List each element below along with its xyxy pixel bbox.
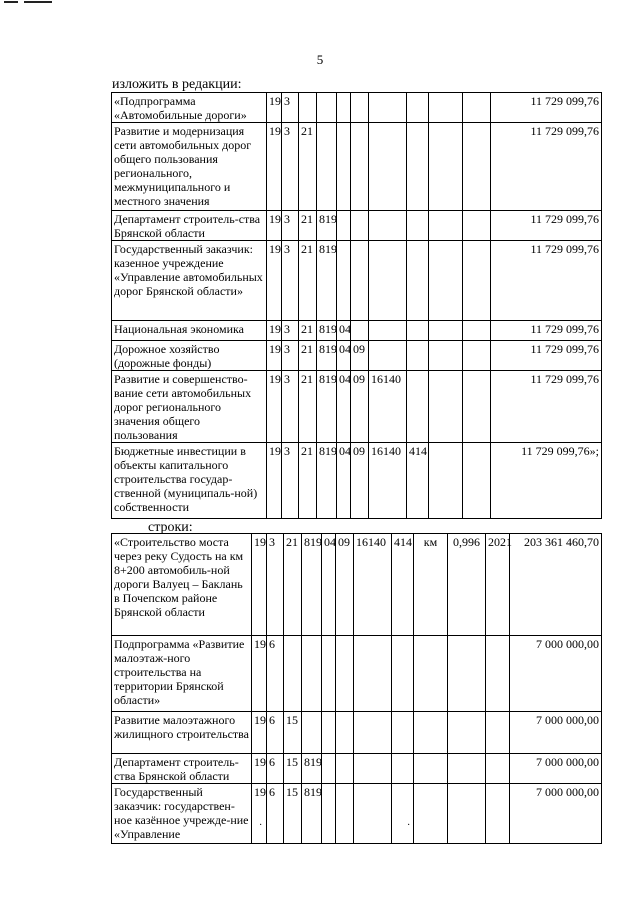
amount-cell: 7 000 000,00 [510,636,602,712]
code-cell-c8 [407,123,429,211]
code-cell-c9 [429,123,463,211]
code-cell-c3: 21 [284,534,302,636]
code-cell-c4 [317,123,337,211]
code-cell-c5: 04 [337,443,351,519]
table-row [112,93,602,123]
code-cell-c10 [463,241,491,321]
amount-cell: 11 729 099,76»; [491,443,602,519]
code-cell-c10 [463,321,491,341]
code-cell-c3: 21 [299,341,317,371]
code-cell-c3: 21 [299,321,317,341]
code-cell-c9 [429,211,463,241]
amount-cell: 11 729 099,76 [491,211,602,241]
code-cell-c8 [407,321,429,341]
code-cell-c2: 3 [282,321,299,341]
amount-cell: 11 729 099,76 [491,321,602,341]
code-cell-c5 [337,123,351,211]
code-cell-c4: 819 [302,534,322,636]
table-row [112,754,602,784]
code-cell-c5 [337,211,351,241]
caption-second: строки: [148,520,193,535]
page-number: 5 [316,52,324,67]
table-row [112,636,602,712]
table-row [112,371,602,443]
code-cell-c7 [369,93,407,123]
code-cell-c2: 6 [267,784,284,844]
code-cell-c4: 819 [302,754,322,784]
code-cell-c10 [463,341,491,371]
row-name: Развитие и совершенство-вание сети автомобильных дорог регионального значения общего пользования [112,371,267,443]
code-cell-c10 [463,123,491,211]
code-cell-c11: 2021 [486,534,510,636]
row-name: Дорожное хозяйство (дорожные фонды) [112,341,267,371]
code-cell-c6 [351,241,369,321]
code-cell-c4 [317,93,337,123]
table-row [112,784,602,844]
code-cell-c1: 19 [267,321,282,341]
code-cell-c10 [463,93,491,123]
code-cell-c7 [354,754,392,784]
row-name: Бюджетные инвестиции в объекты капитального строительства государ-ственной (муниципаль-ной) собственности [112,443,267,519]
code-cell-c4: 819 [317,341,337,371]
code-cell-c1: 19 [267,241,282,321]
row-name: Национальная экономика [112,321,267,341]
code-cell-c3: 21 [299,371,317,443]
code-cell-c5 [337,93,351,123]
code-cell-c9 [429,93,463,123]
code-cell-c6 [351,123,369,211]
code-cell-c2: 3 [282,371,299,443]
code-cell-c2: 3 [267,534,284,636]
code-cell-c5 [337,241,351,321]
code-cell-c4: 819 [302,784,322,844]
code-cell-c2: 6 [267,636,284,712]
code-cell-c11 [486,712,510,754]
code-cell-c4: 819 [317,321,337,341]
code-cell-c4: 819 [317,211,337,241]
table-first [111,92,602,519]
table-row [112,534,602,636]
code-cell-c10 [448,754,486,784]
code-cell-c7: 16140 [369,371,407,443]
code-cell-c2: 3 [282,241,299,321]
code-cell-c6: 09 [336,534,354,636]
code-cell-c8 [407,341,429,371]
code-cell-c8: 414 [392,534,414,636]
amount-cell: 11 729 099,76 [491,93,602,123]
amount-cell: 11 729 099,76 [491,341,602,371]
code-cell-c7: 16140 [369,443,407,519]
amount-cell: 11 729 099,76 [491,123,602,211]
code-cell-c8 [407,241,429,321]
row-name: Развитие и модернизация сети автомобильных дорог общего пользования регионального, межмуниципального и местного значения [112,123,267,211]
code-cell-c7 [369,241,407,321]
code-cell-c6 [336,754,354,784]
code-cell-c6: 09 [351,341,369,371]
code-cell-c1: 19 [252,784,267,844]
code-cell-c1: 19 [267,341,282,371]
code-cell-c1: 19 [267,123,282,211]
code-cell-c1: 19 [252,754,267,784]
code-cell-c6 [336,784,354,844]
code-cell-c7: 16140 [354,534,392,636]
code-cell-c1: 19 [252,712,267,754]
code-cell-c11 [486,636,510,712]
code-cell-c3: 21 [299,241,317,321]
code-cell-c6: 09 [351,443,369,519]
code-cell-c5 [322,636,336,712]
code-cell-c5: 04 [337,321,351,341]
code-cell-c9 [429,371,463,443]
row-name: «Строительство моста через реку Судость на км 8+200 автомобиль-ной дороги Валуец – Баклань в Почепском районе Брянской области [112,534,252,636]
amount-cell: 7 000 000,00 [510,712,602,754]
code-cell-c1: 19 [267,93,282,123]
code-cell-c8 [392,784,414,844]
amount-cell: 203 361 460,70 [510,534,602,636]
amount-cell: 7 000 000,00 [510,784,602,844]
scan-speck: · [259,820,263,831]
code-cell-c3: 15 [284,712,302,754]
code-cell-c7 [369,341,407,371]
code-cell-c6 [351,211,369,241]
row-name: «Подпрограмма «Автомобильные дороги» [112,93,267,123]
code-cell-c3 [299,93,317,123]
table-row [112,712,602,754]
code-cell-c9 [414,784,448,844]
code-cell-c5 [322,784,336,844]
code-cell-c1: 19 [252,534,267,636]
code-cell-c7 [354,636,392,712]
code-cell-c8 [392,754,414,784]
amount-cell: 7 000 000,00 [510,754,602,784]
code-cell-c8: 414 [407,443,429,519]
code-cell-c2: 6 [267,712,284,754]
code-cell-c10 [463,211,491,241]
code-cell-c4: 819 [317,371,337,443]
code-cell-c10 [448,636,486,712]
code-cell-c1: 19 [267,211,282,241]
code-cell-c4: 819 [317,241,337,321]
code-cell-c3: 21 [299,443,317,519]
code-cell-c9 [429,443,463,519]
row-name: Государственный заказчик: государствен-ное казённое учрежде-ние «Управление [112,784,252,844]
code-cell-c4 [302,636,322,712]
code-cell-c3 [284,636,302,712]
code-cell-c10 [463,443,491,519]
code-cell-c5 [322,754,336,784]
code-cell-c11 [486,754,510,784]
code-cell-c6 [351,321,369,341]
code-cell-c10 [448,712,486,754]
code-cell-c4 [302,712,322,754]
code-cell-c1: 19 [267,443,282,519]
code-cell-c5 [322,712,336,754]
code-cell-c2: 3 [282,211,299,241]
code-cell-c8 [407,371,429,443]
row-name: Подпрограмма «Развитие малоэтаж-ного строительства на территории Брянской области» [112,636,252,712]
code-cell-c7 [369,123,407,211]
code-cell-c7 [354,712,392,754]
code-cell-c10 [463,371,491,443]
scan-mark [4,1,18,3]
code-cell-c8 [392,636,414,712]
code-cell-c2: 3 [282,123,299,211]
code-cell-c5: 04 [337,371,351,443]
code-cell-c9 [429,341,463,371]
scan-mark [24,1,52,3]
table-row [112,241,602,321]
code-cell-c5: 04 [322,534,336,636]
code-cell-c9 [429,241,463,321]
code-cell-c9 [414,754,448,784]
row-name: Развитие малоэтажного жилищного строительства [112,712,252,754]
table-second [111,533,602,844]
code-cell-c2: 3 [282,341,299,371]
code-cell-c3: 15 [284,784,302,844]
code-cell-c9 [414,636,448,712]
code-cell-c10 [448,784,486,844]
code-cell-c3: 21 [299,211,317,241]
code-cell-c6 [336,712,354,754]
code-cell-c7 [369,321,407,341]
row-name: Департамент строитель-ства Брянской области [112,211,267,241]
table-row [112,123,602,211]
amount-cell: 11 729 099,76 [491,241,602,321]
caption-first: изложить в редакции: [112,77,242,92]
row-name: Государственный заказчик: казенное учреждение «Управление автомобильных дорог Брянской области» [112,241,267,321]
code-cell-c6: 09 [351,371,369,443]
code-cell-c9 [414,712,448,754]
code-cell-c9 [429,321,463,341]
code-cell-c2: 3 [282,93,299,123]
code-cell-c1: 19 [252,636,267,712]
code-cell-c4: 819 [317,443,337,519]
code-cell-c6 [351,93,369,123]
amount-cell: 11 729 099,76 [491,371,602,443]
code-cell-c10: 0,996 [448,534,486,636]
code-cell-c8 [407,93,429,123]
code-cell-c11 [486,784,510,844]
code-cell-c3: 21 [299,123,317,211]
scan-speck: · [407,820,411,831]
code-cell-c2: 3 [282,443,299,519]
code-cell-c8 [407,211,429,241]
code-cell-c5: 04 [337,341,351,371]
code-cell-c1: 19 [267,371,282,443]
code-cell-c6 [336,636,354,712]
table-row [112,321,602,341]
code-cell-c7 [369,211,407,241]
table-row [112,443,602,519]
code-cell-c2: 6 [267,754,284,784]
code-cell-c9: км [414,534,448,636]
code-cell-c7 [354,784,392,844]
row-name: Департамент строитель-ства Брянской области [112,754,252,784]
code-cell-c3: 15 [284,754,302,784]
table-row [112,341,602,371]
table-row [112,211,602,241]
code-cell-c8 [392,712,414,754]
